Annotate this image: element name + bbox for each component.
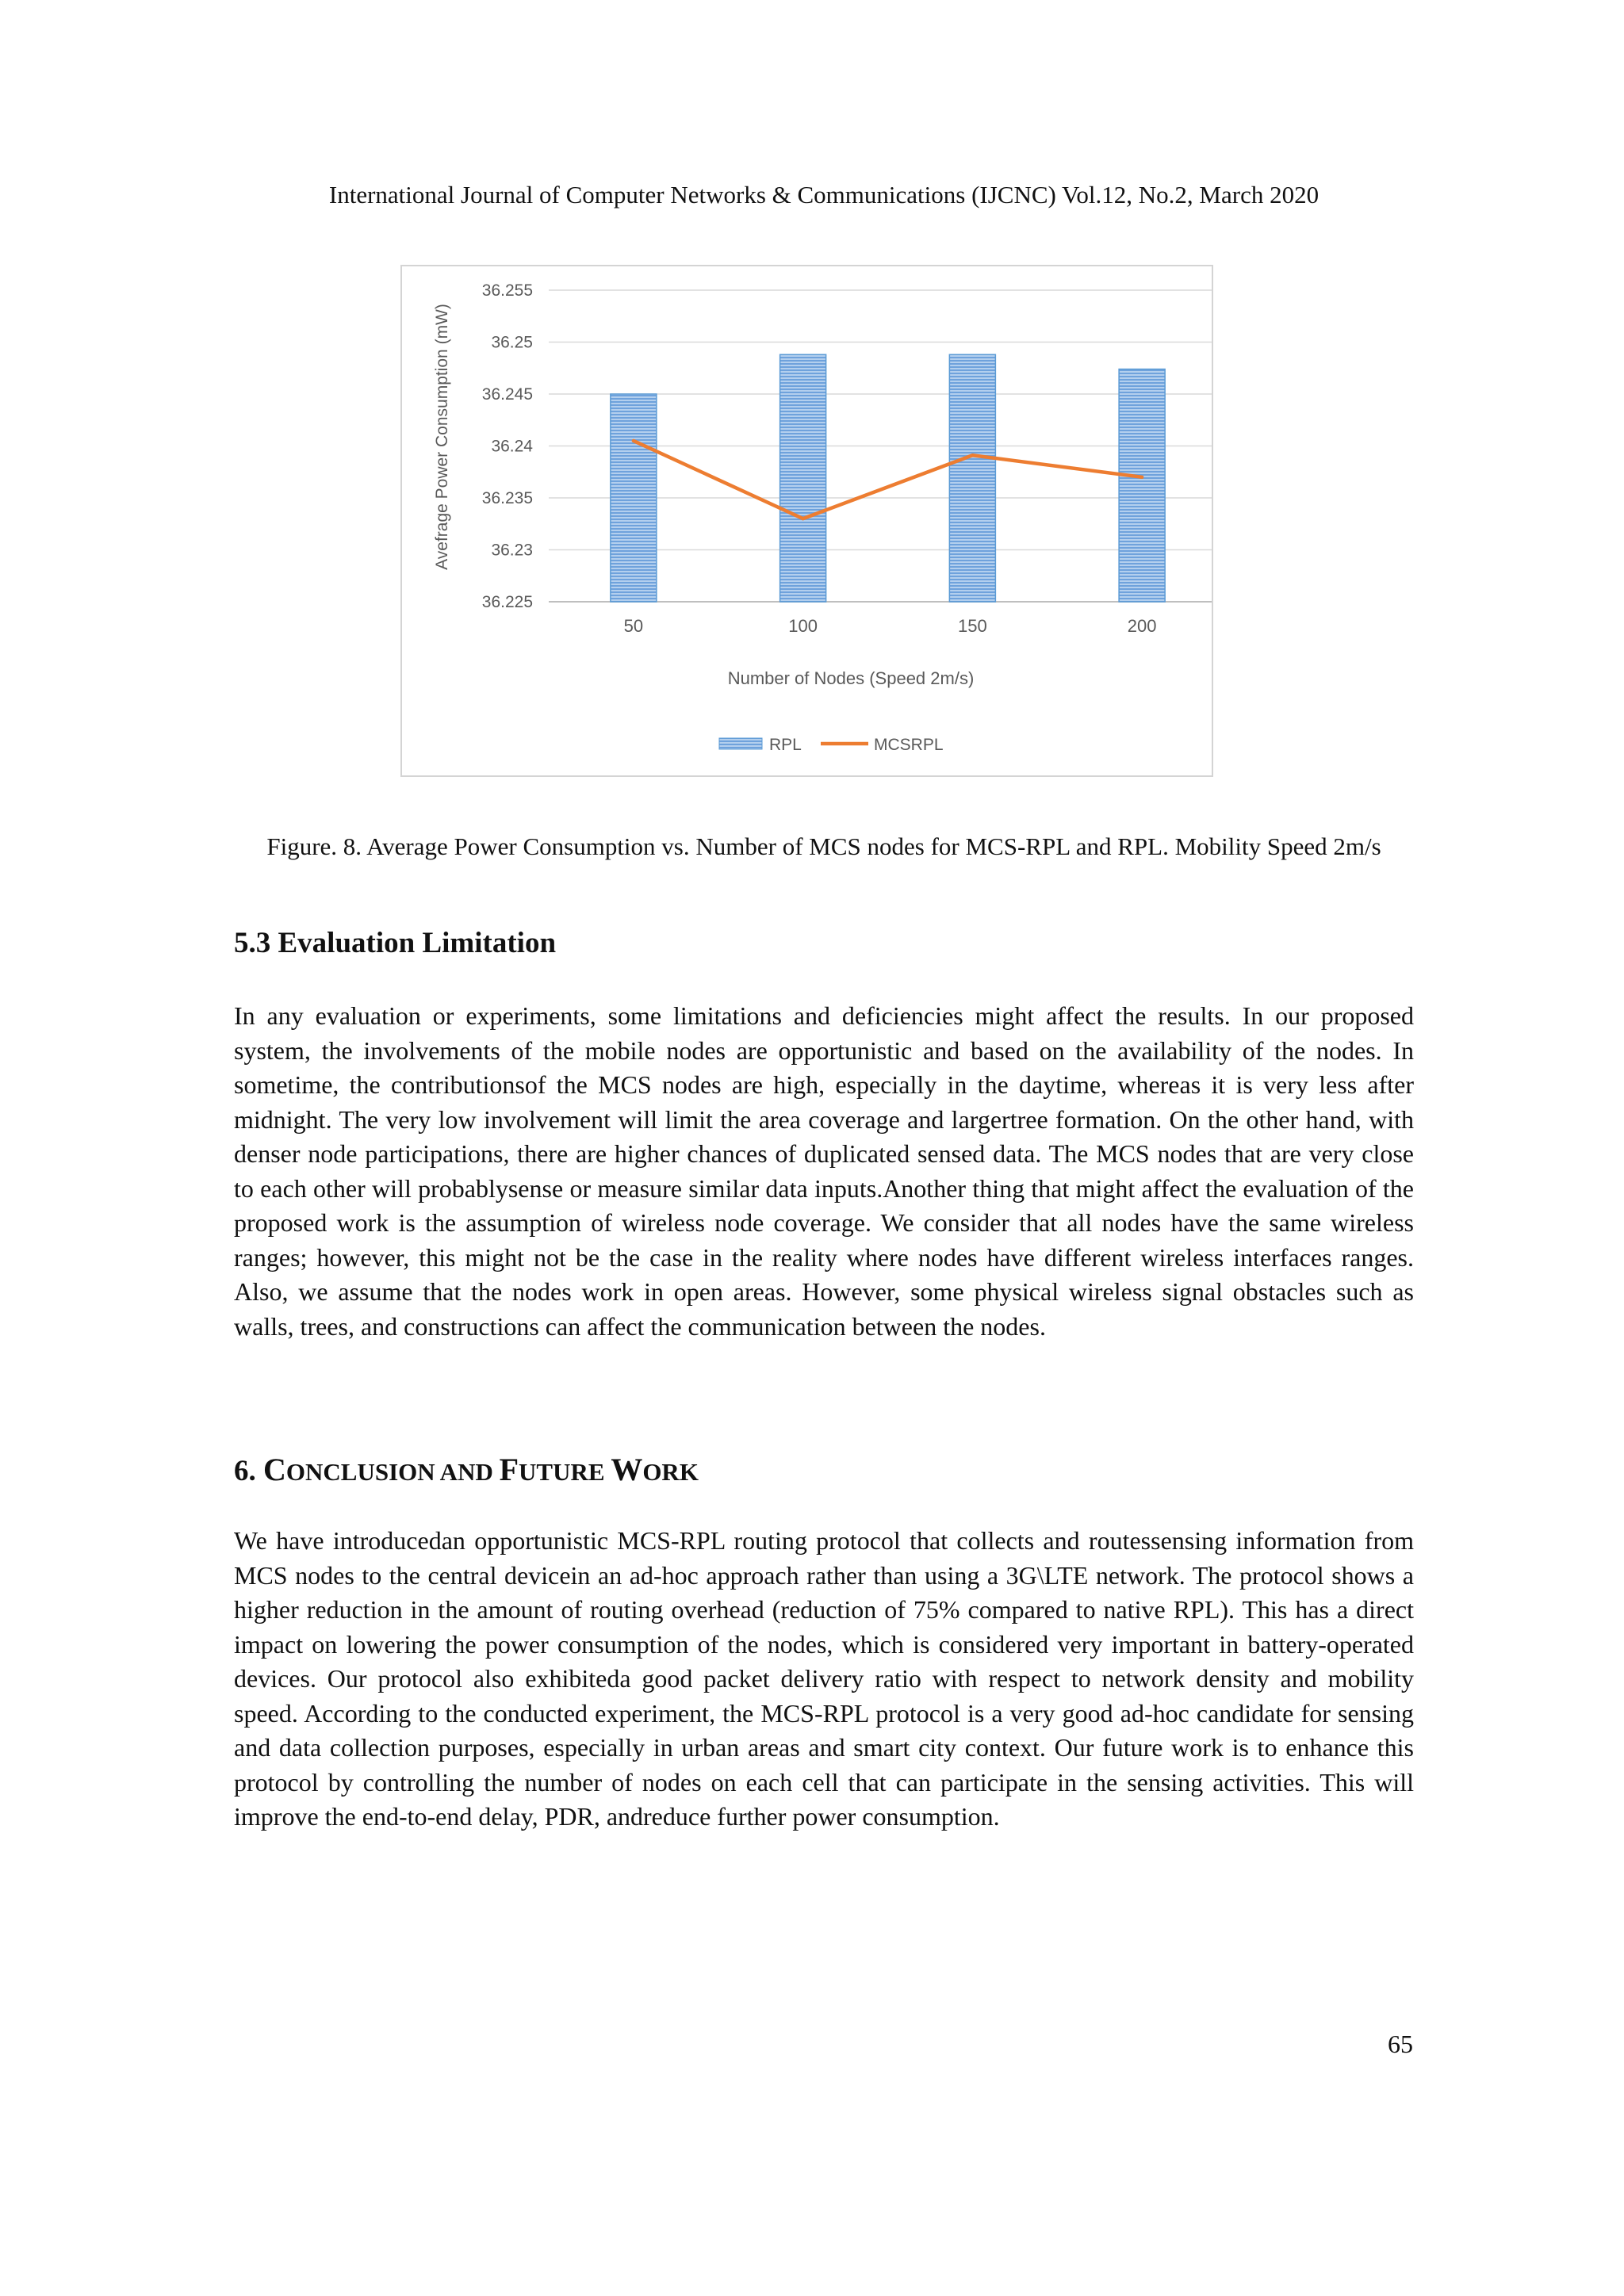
y-tick-label: 36.255 xyxy=(481,281,533,300)
bar-rpl xyxy=(949,354,995,602)
section-5-3-paragraph: In any evaluation or experiments, some limitations and deficiencies might affect the results. In our proposed system, the involvements of the mobile nodes are opportunistic and based on the availability of the nodes. In sometime, the contributionsof the MCS nodes are high, especially in the daytime, whereas it is very less after midnight. The very low involvement will limit the area coverage and largertree formation. On the other hand, with denser node participations, there are higher chances of duplicated sensed data. The MCS nodes that are very close to each other will probablysense or measure similar data inputs.Another thing that might affect the evaluation of the proposed work is the assumption of wireless node coverage. We consider that all nodes have the same wireless ranges; however, this might not be the case in the reality where nodes have different wireless interfaces ranges. Also, we assume that the nodes work in open areas. However, some physical wireless signal obstacles such as walls, trees, and constructions can affect the communication between the nodes. xyxy=(234,1001,1414,1341)
legend-label-mcsrpl: MCSRPL xyxy=(874,736,944,754)
chart-svg xyxy=(402,266,1212,775)
bar-rpl xyxy=(611,394,657,602)
x-tick-label: 150 xyxy=(958,616,987,636)
running-header: International Journal of Computer Networks & Communications (IJCNC) Vol.12, No.2, March 2020 xyxy=(328,181,1320,209)
heading-part: F xyxy=(499,1452,519,1487)
section-6-paragraph: We have introducedan opportunistic MCS-RPL routing protocol that collects and routessensing information from MCS nodes to the central devicein an ad-hoc approach rather than using a 3G\LTE network. The protocol shows a higher reduction in the amount of routing overhead (reduction of 75% compared to native RPL). This has a direct impact on lowering the power consumption of the nodes, which is considered very important in battery-operated devices. Our protocol also exhibiteda good packet delivery ratio with respect to network density and mobility speed. According to the conducted experiment, the MCS-RPL protocol is a very good ad-hoc candidate for sensing and data collection purposes, especially in urban areas and smart city context. Our future work is to enhance this protocol by controlling the number of nodes on each cell that can participate in the sensing activities. This will improve the end-to-end delay, PDR, andreduce further power consumption. xyxy=(234,1526,1414,1831)
legend-swatch-rpl xyxy=(719,738,762,749)
x-tick-label: 50 xyxy=(623,616,644,636)
y-tick-label: 36.25 xyxy=(491,333,533,352)
x-tick-label: 100 xyxy=(788,616,818,636)
heading-part: C xyxy=(263,1452,286,1487)
heading-part: UTURE xyxy=(519,1458,611,1486)
heading-part: W xyxy=(611,1452,643,1487)
y-axis-label: Avefrage Power Consumption (mW) xyxy=(433,304,451,570)
y-tick-label: 36.23 xyxy=(491,541,533,560)
figure-chart xyxy=(400,265,1213,777)
chart-legend xyxy=(719,736,944,754)
line-mcsrpl xyxy=(634,441,1142,519)
bar-rpl xyxy=(1119,369,1165,602)
bar-rpl xyxy=(780,354,826,602)
section-heading-6 xyxy=(234,1451,699,1488)
heading-part: ORK xyxy=(642,1458,699,1486)
heading-part: ONCLUSION AND xyxy=(285,1458,500,1486)
x-tick-label: 200 xyxy=(1127,616,1157,636)
heading-number: 6. xyxy=(234,1455,263,1487)
figure-caption: Figure. 8. Average Power Consumption vs. Number of MCS nodes for MCS-RPL and RPL. Mobility Speed 2m/s xyxy=(266,832,1381,860)
y-tick-label: 36.245 xyxy=(481,385,533,404)
section-heading-5-3: 5.3 Evaluation Limitation xyxy=(234,927,557,959)
y-tick-label: 36.24 xyxy=(491,437,533,456)
y-tick-label: 36.235 xyxy=(481,489,533,507)
page-number: 65 xyxy=(1388,2030,1413,2058)
legend-label-rpl: RPL xyxy=(769,736,802,754)
y-tick-label: 36.225 xyxy=(481,593,533,611)
x-axis-label: Number of Nodes (Speed 2m/s) xyxy=(727,668,975,688)
